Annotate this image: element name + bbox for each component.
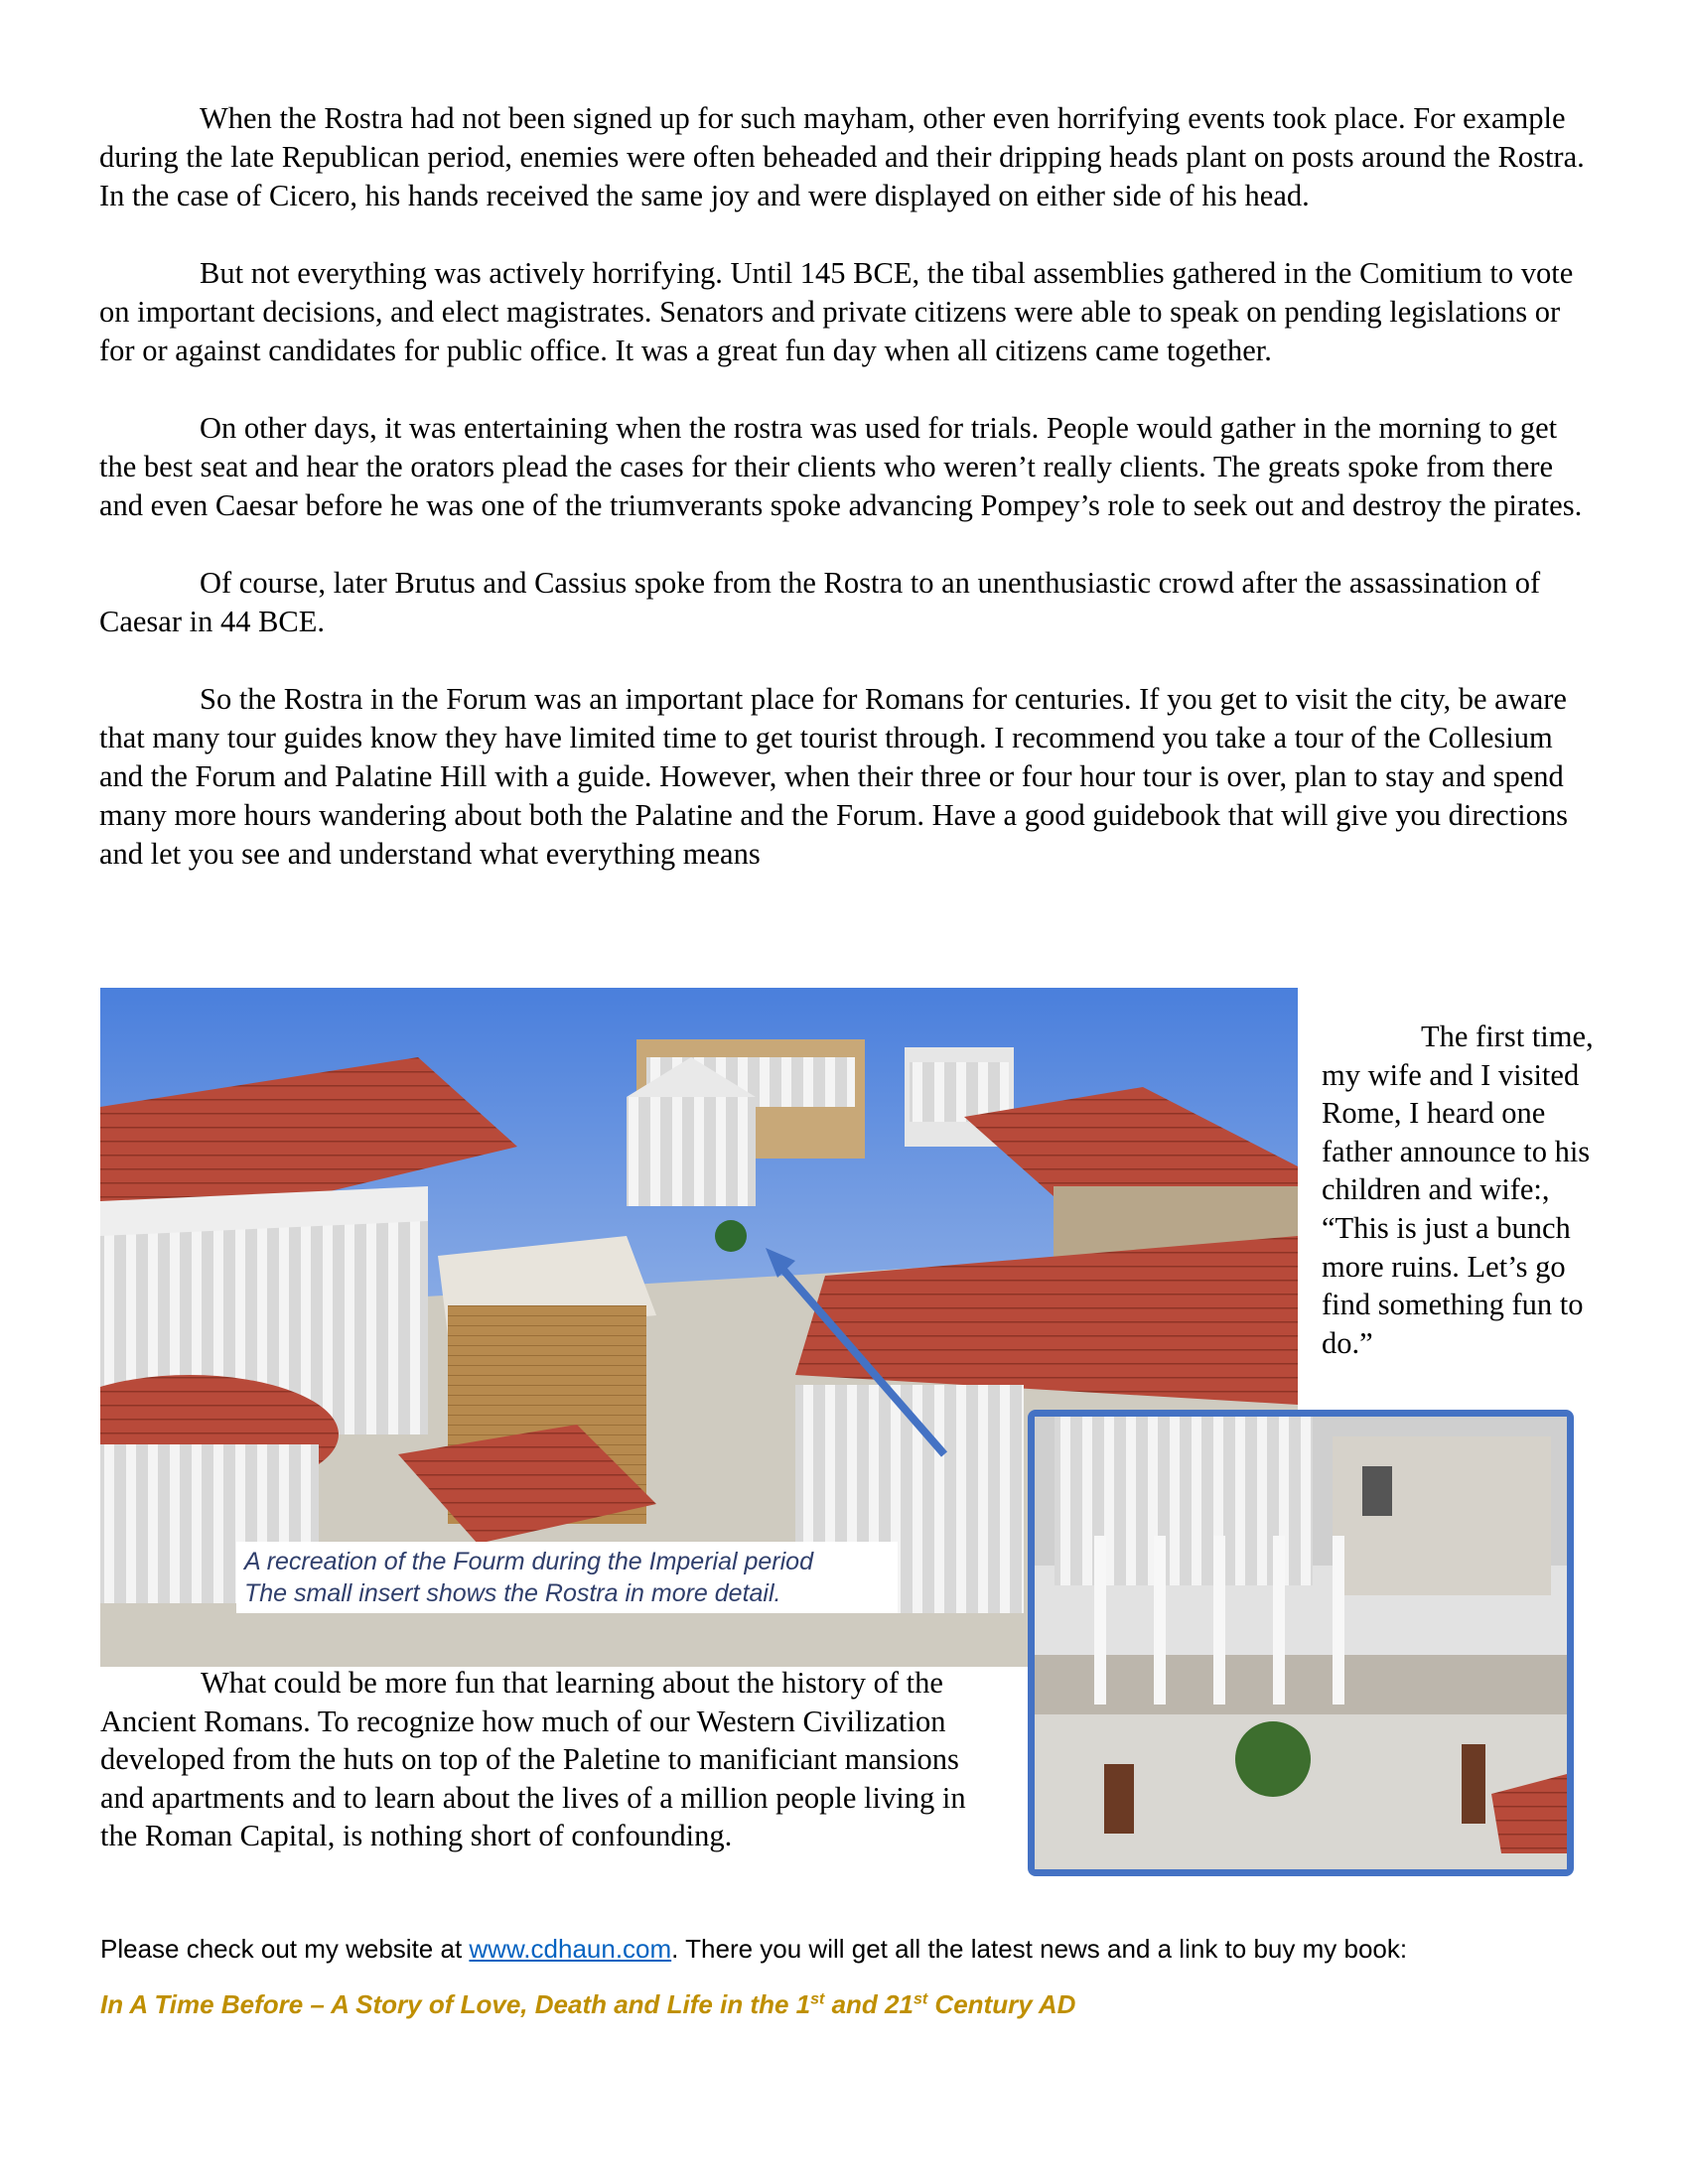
rostra-inset-image <box>1028 1410 1574 1876</box>
side-anecdote <box>1322 1018 1600 1362</box>
image-caption <box>236 1542 898 1613</box>
book-title-part-1: In A Time Before – A Story of Love, Death and Life in the 1 <box>100 1989 811 2019</box>
paragraph-brutus-cassius: Of course, later Brutus and Cassius spoke from the Rostra to an unenthusiastic crowd after the assassination of Caesar in 44 BCE. <box>99 566 1541 638</box>
website-link[interactable]: www.cdhaun.com <box>469 1934 672 1964</box>
paragraph-rostra-mayhem: When the Rostra had not been signed up for such mayham, other even horrifying events took place. For example during the late Republican period, enemies were often beheaded and their dripping heads plant on posts around the Rostra. In the case of Cicero, his hands received the same joy and were displayed on either side of his head. <box>99 101 1585 212</box>
caption-line-2: The small insert shows the Rostra in more detail. <box>244 1579 781 1607</box>
side-first-words: The first <box>1421 1020 1525 1053</box>
article-body <box>99 99 1589 874</box>
side-rest: time, my wife and I visited Rome, I heard one father announce to his children and wife:, “This is just a bunch more ruins. Let’s go find something fun to do.” <box>1322 1020 1594 1360</box>
book-title-part-2: and 21 <box>824 1989 914 2019</box>
website-pre-text: Please check out my website at <box>100 1934 470 1964</box>
book-title-sup-2: st <box>913 1990 928 2008</box>
book-title-sup-1: st <box>810 1990 825 2008</box>
paragraph-history-fun: What could be more fun that learning about the history of the Ancient Romans. To recognize how much of our Western Civilization developed from the huts on top of the Paletine to manificiant mansions and apartments and to learn about the lives of a million people living in the Roman Capital, is nothing short of confounding. <box>100 1666 966 1853</box>
website-post-text: . There you will get all the latest news and a link to buy my book: <box>671 1934 1408 1964</box>
figure-zone <box>100 988 1594 1881</box>
paragraph-trials: On other days, it was entertaining when the rostra was used for trials. People would gather in the morning to get the best seat and hear the orators plead the cases for their clients who weren’t really clients. The greats spoke from there and even Caesar before he was one of the triumverants spoke advancing Pompey’s role to seek out and destroy the pirates. <box>99 411 1583 522</box>
book-title-part-3: Century AD <box>927 1989 1076 2019</box>
caption-line-1: A recreation of the Fourm during the Imperial period <box>244 1548 813 1575</box>
paragraph-visit-advice: So the Rostra in the Forum was an important place for Romans for centuries. If you get to visit the city, be aware that many tour guides know they have limited time to get tourist through. I recommend you take a tour of the Collesium and the Forum and Palatine Hill with a guide. However, when their three or four hour tour is over, plan to stay and spend many more hours wandering about both the Palatine and the Forum. Have a good guidebook that will give you directions and let you see and understand what everything means <box>99 682 1568 871</box>
paragraph-assemblies: But not everything was actively horrifying. Until 145 BCE, the tibal assemblies gathered in the Comitium to vote on important decisions, and elect magistrates. Senators and private citizens were able to speak on pending legislations or for or against candidates for public office. It was a great fun day when all citizens came together. <box>99 256 1574 367</box>
website-line <box>100 1932 1590 1966</box>
book-title <box>100 1987 1590 2021</box>
